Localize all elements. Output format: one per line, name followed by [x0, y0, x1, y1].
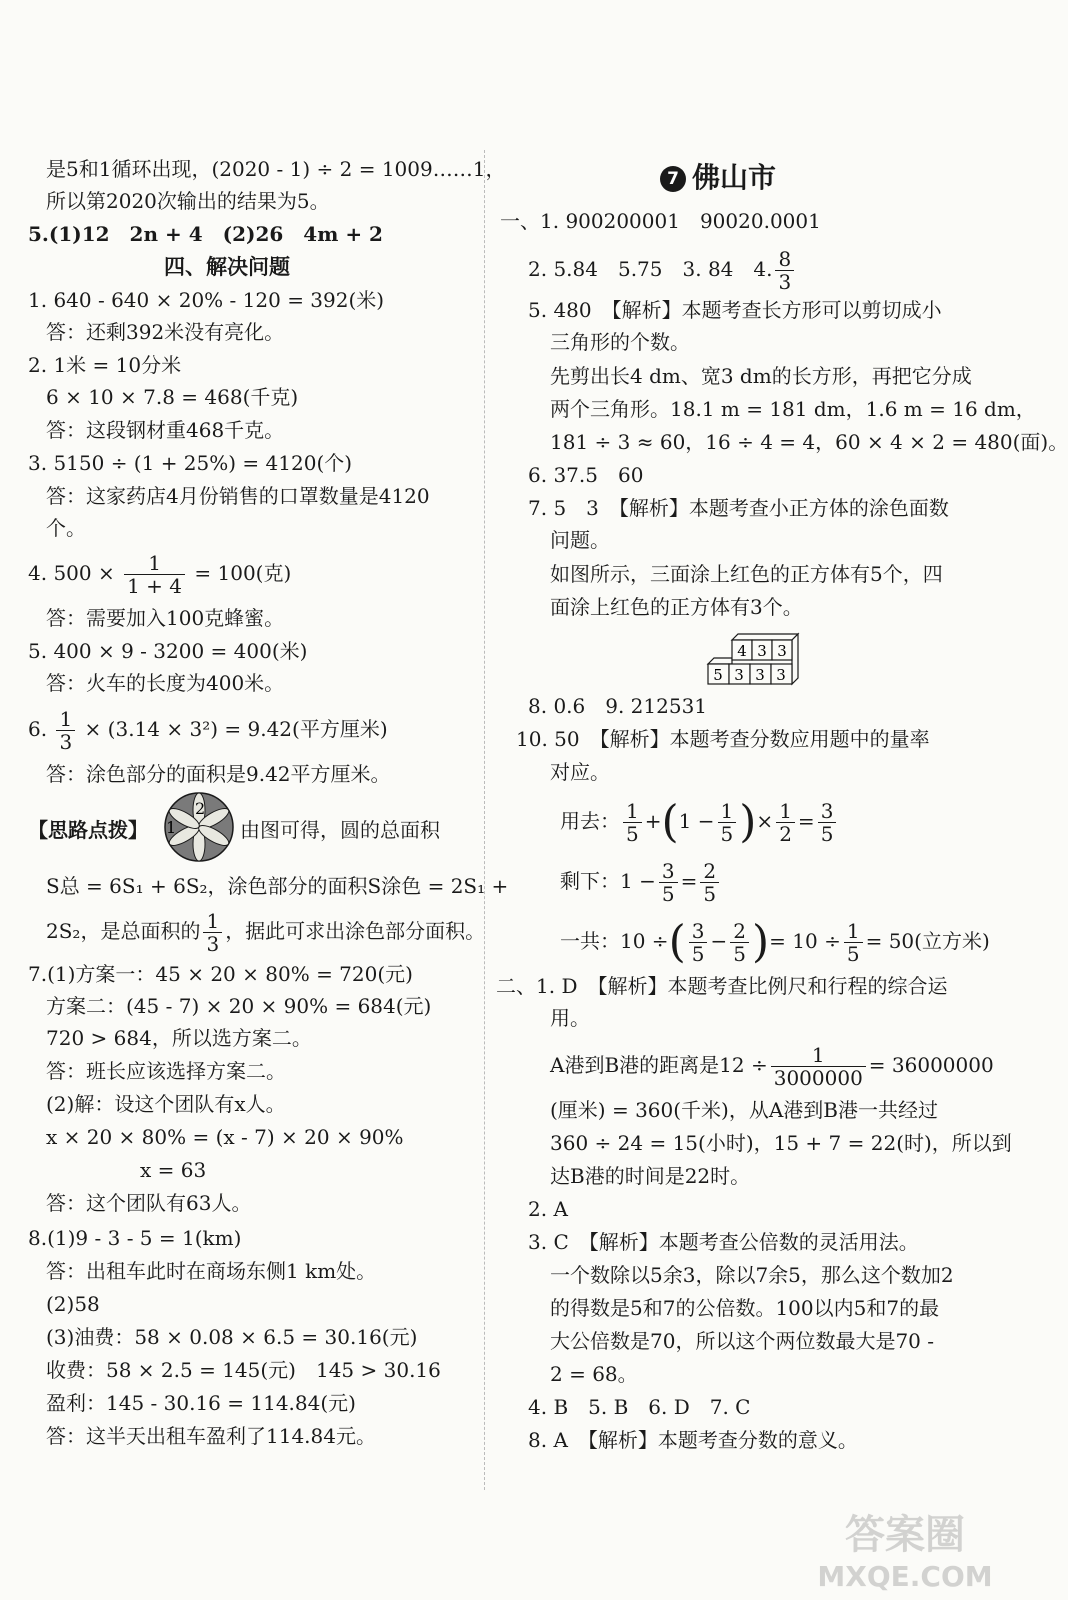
figure-label-1: 1: [166, 818, 177, 837]
r-section-1: 一、1. 900200001 90020.0001: [500, 209, 821, 233]
page-title: 7 佛山市: [660, 156, 776, 196]
text-line: 360 ÷ 24 = 15(小时)，15 + 7 = 22(时)，所以到: [550, 1131, 1012, 1155]
tip-text: 由图可得，圆的总面积: [240, 818, 440, 842]
problem-8-part2: (2)58: [46, 1292, 100, 1316]
problem-2-answer: 答：这段钢材重468千克。: [46, 418, 285, 442]
r-answers-2-4: 2. 5.84 5.75 3. 84 4. $\frac{8}{3}$: [528, 248, 797, 293]
text-line: 2 = 68。: [550, 1362, 638, 1386]
r-answer-7: 7. 5 3 【解析】本题考查小正方体的涂色面数: [528, 496, 949, 520]
text-line: 先剪出长4 dm、宽3 dm的长方形，再把它分成: [550, 364, 972, 388]
problem-7-answer-2: 答：这个团队有63人。: [46, 1191, 252, 1215]
total-expression: 一共：10 ÷( $\frac{3}{5}$ − $\frac{2}{5}$ )= 10 ÷ $\frac{1}{5}$ = 50(立方米): [560, 916, 990, 968]
cube-value: 5: [713, 666, 723, 684]
problem-4: 4. 500 × $\frac{1}{1 + 4}$ = 100(克): [28, 551, 292, 598]
problem-7-plan2: 方案二：(45 - 7) × 20 × 90% = 684(元): [46, 994, 432, 1018]
r2-answer-8: 8. A 【解析】本题考查分数的意义。: [528, 1428, 858, 1452]
r-answer-10: 10. 50 【解析】本题考查分数应用题中的量率: [516, 727, 930, 751]
problem-3-answer-cont: 个。: [46, 516, 86, 540]
text-line: 对应。: [550, 760, 610, 784]
tip-line-3: 2S₂，是总面积的 $\frac{1}{3}$ ，据此可求出涂色部分面积。: [46, 909, 486, 956]
problem-6-answer: 答：涂色部分的面积是9.42平方厘米。: [46, 762, 391, 786]
problem-3: 3. 5150 ÷ (1 + 25%) = 4120(个): [28, 451, 353, 475]
cube-figure: [704, 630, 804, 686]
text-line: 所以第2020次输出的结果为5。: [46, 189, 330, 213]
problem-2: 2. 1米 = 10分米: [28, 353, 182, 377]
problem-8-answer: 答：出租车此时在商场东侧1 km处。: [46, 1259, 377, 1283]
section-heading: 四、解决问题: [164, 254, 290, 279]
answer-5: 5.(1)12 2n + 4 (2)26 4m + 2: [28, 222, 383, 246]
number-badge: 7: [660, 166, 686, 192]
used-expression: 用去： $\frac{1}{5}$ +(1 − $\frac{1}{5}$ )× $\frac{1}{2}$ = $\frac{3}{5}$: [560, 800, 839, 845]
text-line: 如图所示，三面涂上红色的正方体有5个，四: [550, 562, 943, 586]
figure-label-2: 2: [195, 799, 206, 818]
text-line: 用。: [550, 1006, 590, 1030]
problem-7-answer: 答：班长应该选择方案二。: [46, 1059, 286, 1083]
problem-8-fuel: (3)油费：58 × 0.08 × 6.5 = 30.16(元): [46, 1325, 418, 1349]
problem-4-answer: 答：需要加入100克蜂蜜。: [46, 606, 285, 630]
text-line: 一个数除以5余3，除以7余5，那么这个数加2: [550, 1263, 954, 1287]
problem-8: 8.(1)9 - 3 - 5 = 1(km): [28, 1226, 242, 1250]
text-line: 是5和1循环出现，(2020 - 1) ÷ 2 = 1009……1，: [46, 157, 506, 181]
text-line: 大公倍数是70，所以这个两位数最大是70 -: [550, 1329, 935, 1353]
watermark-url: MXQE.COM: [817, 1560, 993, 1593]
circle-figure: [162, 790, 236, 864]
r-answer-5: 5. 480 【解析】本题考查长方形可以剪切成小: [528, 298, 942, 322]
text-line: (厘米) = 360(千米)，从A港到B港一共经过: [550, 1098, 938, 1122]
problem-6: 6. $\frac{1}{3}$ × (3.14 × 3²) = 9.42(平方厘米): [28, 707, 388, 754]
column-divider: [484, 150, 485, 1490]
cube-value: 3: [776, 666, 786, 684]
problem-8-profit: 盈利：145 - 30.16 = 114.84(元): [46, 1391, 356, 1415]
problem-7-compare: 720 > 684，所以选方案二。: [46, 1026, 312, 1050]
text-line: 达B港的时间是22时。: [550, 1164, 751, 1188]
r-section-2: 二、1. D 【解析】本题考查比例尺和行程的综合运: [496, 974, 948, 998]
text-line: 三角形的个数。: [550, 330, 690, 354]
watermark-logo: [817, 1500, 993, 1595]
r2-answers-4-7: 4. B 5. B 6. D 7. C: [528, 1395, 751, 1419]
problem-8-fare: 收费：58 × 2.5 = 145(元) 145 > 30.16: [46, 1358, 441, 1382]
text-line: 181 ÷ 3 ≈ 60，16 ÷ 4 = 4，60 × 4 × 2 = 480(面)。: [550, 430, 1068, 454]
remaining-expression: 剩下：1 − $\frac{3}{5}$ = $\frac{2}{5}$: [560, 860, 722, 905]
watermark-text: 答案圈: [845, 1512, 965, 1558]
cube-value: 4: [737, 642, 747, 660]
problem-7-equation: x × 20 × 80% = (x - 7) × 20 × 90%: [46, 1125, 404, 1149]
problem-1-answer: 答：还剩392米没有亮化。: [46, 320, 285, 344]
problem-5-answer: 答：火车的长度为400米。: [46, 671, 285, 695]
r-answer-6: 6. 37.5 60: [528, 463, 644, 487]
problem-1: 1. 640 - 640 × 20% - 120 = 392(米): [28, 288, 385, 312]
r2-answer-2: 2. A: [528, 1197, 568, 1221]
text-line: 两个三角形。18.1 m = 181 dm，1.6 m = 16 dm，: [550, 397, 1036, 421]
problem-5: 5. 400 × 9 - 3200 = 400(米): [28, 639, 308, 663]
cube-value: 3: [757, 642, 767, 660]
tip-line-2: S总 = 6S₁ + 6S₂，涂色部分的面积S涂色 = 2S₁ +: [46, 874, 509, 898]
cube-value: 3: [734, 666, 744, 684]
problem-7: 7.(1)方案一：45 × 20 × 80% = 720(元): [28, 962, 413, 986]
problem-8-answer-2: 答：这半天出租车盈利了114.84元。: [46, 1424, 376, 1448]
problem-3-answer: 答：这家药店4月份销售的口罩数量是4120: [46, 484, 430, 508]
text-line: 的得数是5和7的公倍数。100以内5和7的最: [550, 1296, 940, 1320]
cube-value: 3: [777, 642, 787, 660]
tip-label: 【思路点拨】: [28, 818, 148, 842]
distance-expression: A港到B港的距离是12 ÷ $\frac{1}{3000000}$ = 36000000: [550, 1043, 994, 1090]
text-line: 面涂上红色的正方体有3个。: [550, 595, 803, 619]
cube-value: 3: [755, 666, 765, 684]
text-line: 问题。: [550, 528, 610, 552]
problem-7-part2: (2)解：设这个团队有x人。: [46, 1092, 286, 1116]
r-answers-8-9: 8. 0.6 9. 212531: [528, 694, 708, 718]
problem-2-calc: 6 × 10 × 7.8 = 468(千克): [46, 385, 299, 409]
r2-answer-3: 3. C 【解析】本题考查公倍数的灵活用法。: [528, 1230, 919, 1254]
problem-7-solution: x = 63: [140, 1158, 207, 1182]
